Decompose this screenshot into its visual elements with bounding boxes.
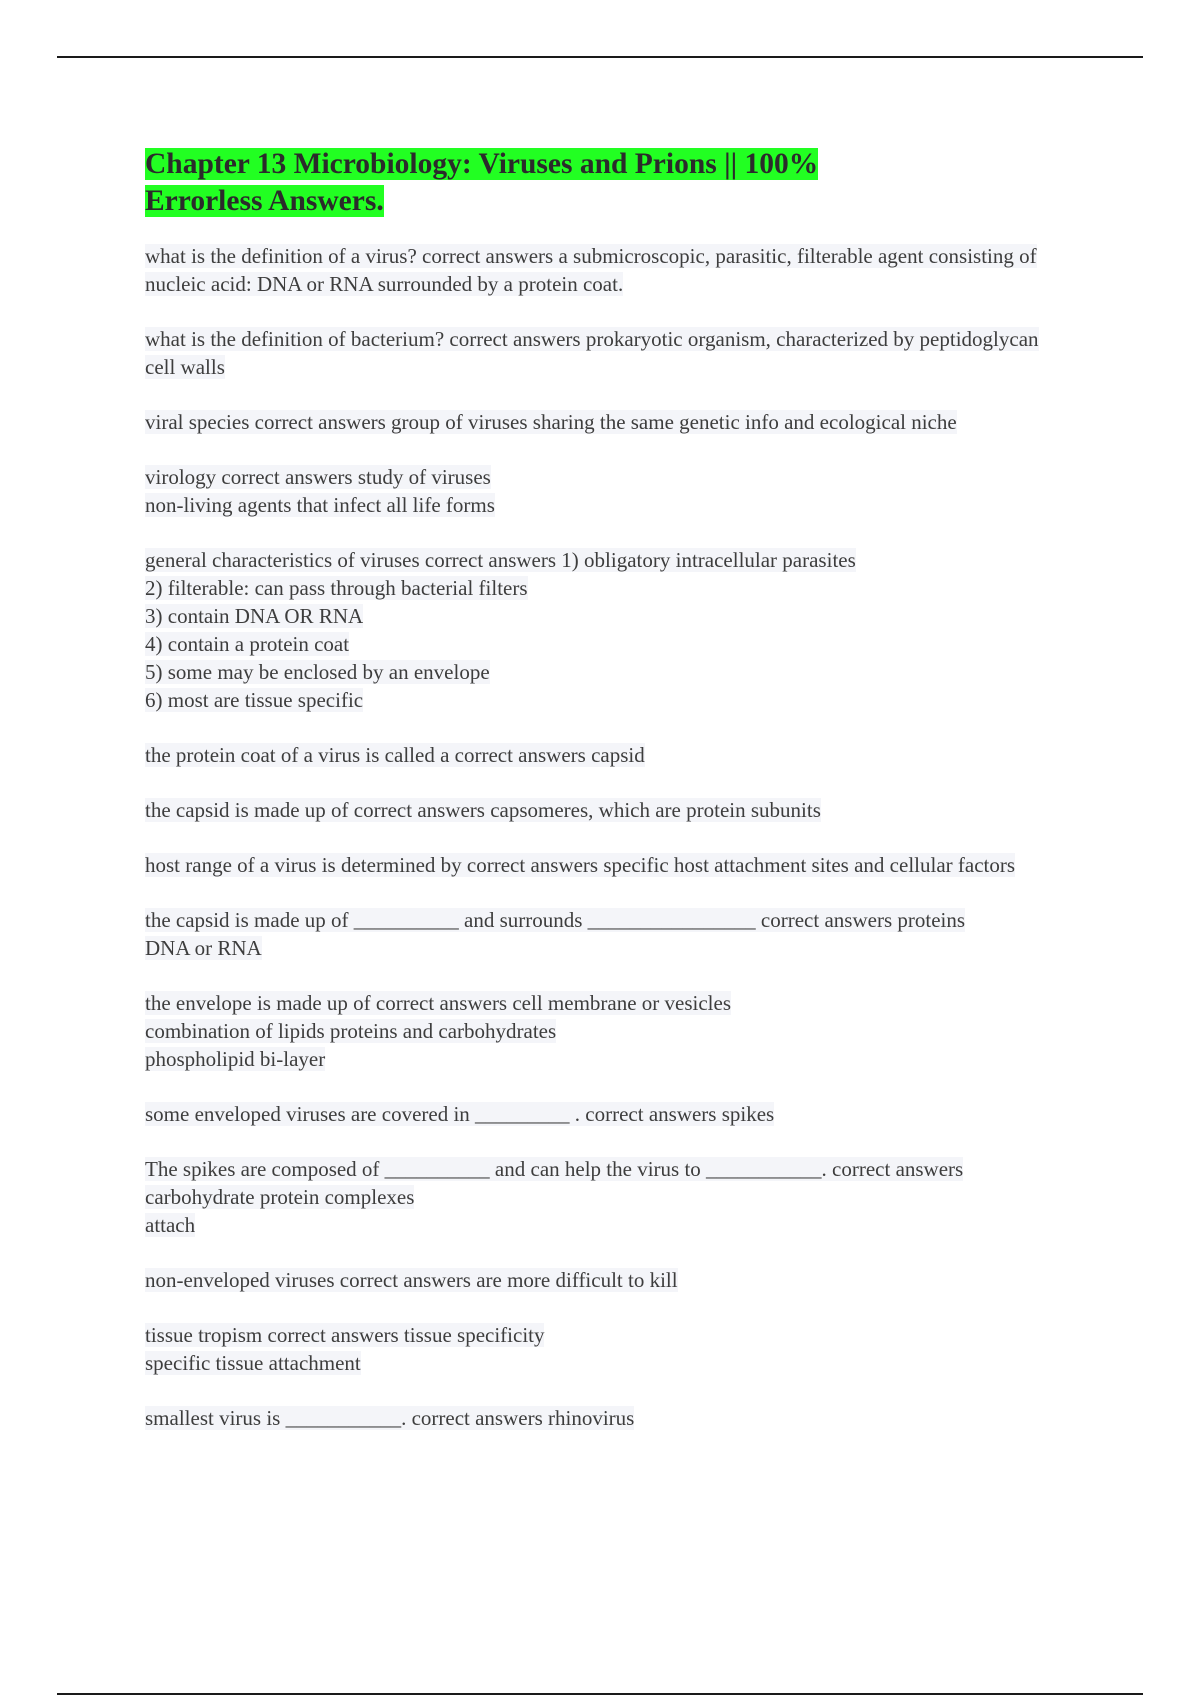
qa-line: combination of lipids proteins and carbohydrates (145, 1019, 557, 1043)
qa-line: virology correct answers study of viruses (145, 465, 491, 489)
qa-item (145, 546, 1065, 714)
qa-line: what is the definition of a virus? correct answers a submicroscopic, parasitic, filterable agent consisting of nucleic acid: DNA or RNA surrounded by a protein coat. (145, 244, 1037, 296)
qa-line: 3) contain DNA OR RNA (145, 604, 364, 628)
qa-line: the capsid is made up of correct answers capsomeres, which are protein subunits (145, 798, 821, 822)
qa-item (145, 741, 1065, 769)
qa-line: non-enveloped viruses correct answers are more difficult to kill (145, 1268, 678, 1292)
qa-item (145, 1100, 1065, 1128)
qa-item (145, 851, 1065, 879)
qa-line: 2) filterable: can pass through bacterial filters (145, 576, 528, 600)
qa-item (145, 408, 1065, 436)
qa-line: the envelope is made up of correct answers cell membrane or vesicles (145, 991, 732, 1015)
qa-item (145, 463, 1065, 519)
qa-line: what is the definition of bacterium? correct answers prokaryotic organism, characterized by peptidoglycan cell walls (145, 327, 1039, 379)
qa-item (145, 989, 1065, 1073)
qa-line: specific tissue attachment (145, 1351, 361, 1375)
qa-item (145, 1155, 1065, 1239)
qa-item (145, 796, 1065, 824)
qa-line: attach (145, 1213, 196, 1237)
qa-line: some enveloped viruses are covered in _________ . correct answers spikes (145, 1102, 775, 1126)
qa-item (145, 325, 1065, 381)
qa-line: smallest virus is ___________. correct answers rhinovirus (145, 1406, 635, 1430)
qa-item (145, 1266, 1065, 1294)
top-rule (57, 56, 1143, 58)
qa-line: 4) contain a protein coat (145, 632, 350, 656)
qa-line: 6) most are tissue specific (145, 688, 364, 712)
qa-item (145, 1404, 1065, 1432)
bottom-rule (57, 1693, 1143, 1695)
qa-item (145, 242, 1065, 298)
document-body (145, 146, 1065, 1459)
qa-line: the protein coat of a virus is called a correct answers capsid (145, 743, 645, 767)
qa-line: DNA or RNA (145, 936, 262, 960)
qa-line: the capsid is made up of __________ and surrounds ________________ correct answers proteins (145, 908, 966, 932)
qa-line: tissue tropism correct answers tissue specificity (145, 1323, 545, 1347)
qa-line: non-living agents that infect all life forms (145, 493, 495, 517)
qa-item (145, 906, 1065, 962)
qa-line: 5) some may be enclosed by an envelope (145, 660, 490, 684)
document-title (145, 146, 905, 220)
qa-item (145, 1321, 1065, 1377)
qa-line: viral species correct answers group of viruses sharing the same genetic info and ecological niche (145, 410, 957, 434)
qa-line: phospholipid bi-layer (145, 1047, 326, 1071)
qa-list (145, 242, 1065, 1432)
title-highlight: Chapter 13 Microbiology: Viruses and Prions || 100% Errorless Answers. (145, 148, 819, 217)
qa-line: host range of a virus is determined by correct answers specific host attachment sites and cellular factors (145, 853, 1016, 877)
qa-line: The spikes are composed of __________ and can help the virus to ___________. correct answers carbohydrate protein complexes (145, 1157, 964, 1209)
qa-line: general characteristics of viruses correct answers 1) obligatory intracellular parasites (145, 548, 856, 572)
